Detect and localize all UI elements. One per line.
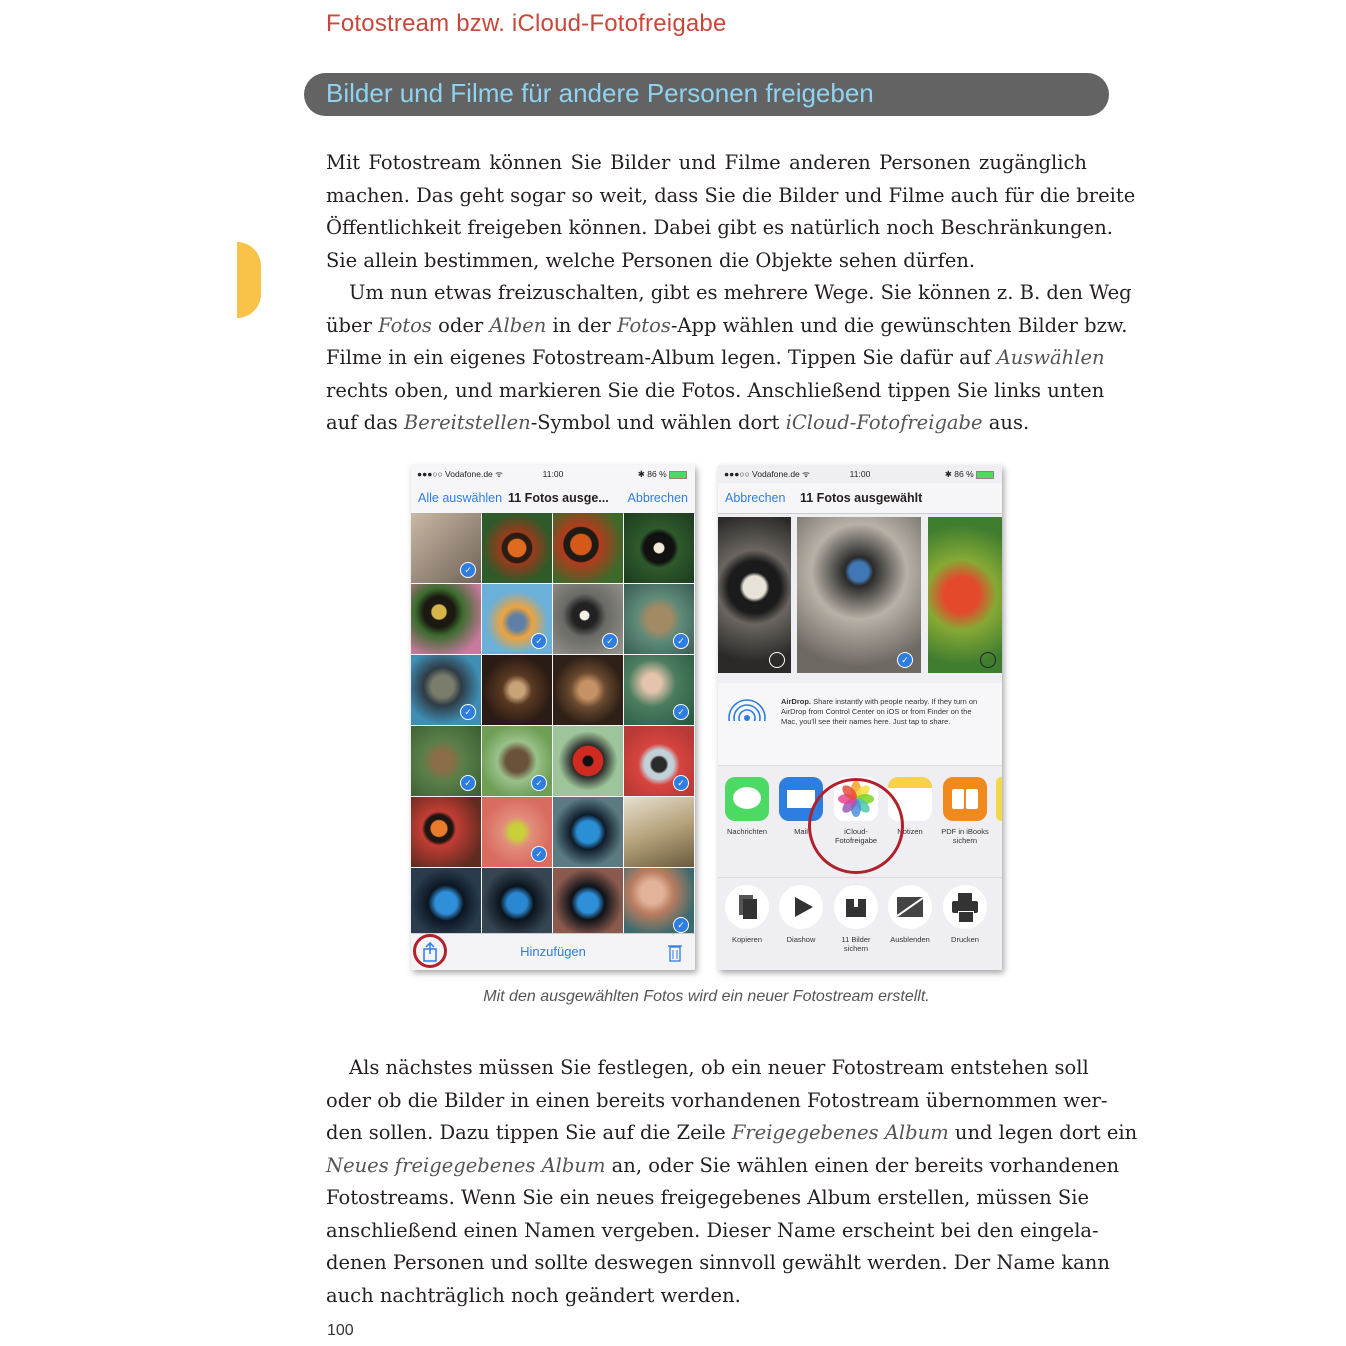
text-line: machen. Das geht sogar so weit, dass Sie die Bilder und Filme auch für die breite — [326, 183, 1136, 207]
text-line: den sollen. Dazu tippen Sie auf die Zeile Freigegebenes Album und legen dort ein — [326, 1121, 1138, 1144]
carrier-label: ●●●○○ Vodafone.de ᯤ — [724, 469, 810, 479]
battery-indicator: ✱ 86 % — [638, 469, 687, 480]
text-line: Neues freigegebenes Album an, oder Sie wählen einen der bereits vorhandenen — [326, 1153, 1120, 1177]
photo-thumbnail[interactable] — [624, 868, 694, 938]
text-line: anschließend einen Namen vergeben. Dieser Name erscheint bei den eingela- — [326, 1218, 1099, 1242]
battery-icon — [669, 471, 687, 479]
photo-thumbnail[interactable] — [482, 868, 552, 938]
unchecked-circle-icon — [769, 652, 785, 668]
nav-title: 11 Fotos ausge... — [508, 491, 609, 505]
photo-thumbnail[interactable] — [411, 797, 481, 867]
checkmark-icon: ✓ — [673, 917, 689, 933]
text-line: Sie allein bestimmen, welche Personen die Objekte sehen dürfen. — [326, 248, 976, 272]
text-line: oder ob die Bilder in einen bereits vorhandenen Fotostream übernommen wer- — [326, 1088, 1108, 1112]
checkmark-icon: ✓ — [460, 562, 476, 578]
action-slideshow[interactable]: Diashow — [775, 885, 827, 944]
photo-thumbnail[interactable] — [411, 868, 481, 938]
cancel-button[interactable]: Abbrechen — [627, 491, 688, 505]
checkmark-icon: ✓ — [531, 846, 547, 862]
figure-caption: Mit den ausgewählten Fotos wird ein neuer Fotostream erstellt. — [483, 988, 930, 1005]
text-line: auf das Bereitstellen-Symbol und wählen dort iCloud-Fotofreigabe aus. — [326, 411, 1030, 434]
photo-thumbnail[interactable] — [411, 513, 481, 583]
photo-thumbnail[interactable] — [553, 655, 623, 725]
photo-thumbnail[interactable] — [411, 726, 481, 796]
unchecked-circle-icon — [980, 652, 996, 668]
checkmark-icon: ✓ — [460, 775, 476, 791]
screenshot-photo-selection — [411, 465, 695, 970]
checkmark-icon: ✓ — [602, 633, 618, 649]
carrier-label: ●●●○○ Vodafone.de ᯤ — [417, 469, 503, 479]
text-line: Als nächstes müssen Sie festlegen, ob ein neuer Fotostream entstehen soll — [349, 1056, 1089, 1079]
photo-grid — [411, 513, 694, 938]
app-icloud-photo-sharing[interactable]: iCloud-Fotofreigabe — [830, 777, 882, 845]
text-line: auch nachträglich noch geändert werden. — [326, 1283, 741, 1307]
nav-bar — [411, 483, 695, 514]
photo-thumbnail[interactable] — [411, 584, 481, 654]
photo-thumbnail[interactable] — [553, 513, 623, 583]
highlight-circle — [413, 934, 447, 968]
cancel-button[interactable]: Abbrechen — [725, 491, 786, 505]
action-save-images[interactable]: 11 Bilder sichern — [830, 885, 882, 953]
text-line: denen Personen und sollte deswegen sinnvoll gewählt werden. Der Name kann — [326, 1251, 1110, 1274]
app-mail[interactable]: Mail — [775, 777, 827, 836]
select-all-button[interactable]: Alle auswählen — [418, 491, 503, 505]
checkmark-icon: ✓ — [897, 652, 913, 668]
photo-thumbnail[interactable] — [553, 584, 623, 654]
paragraph-2 — [326, 277, 1132, 440]
text-line: Öffentlichkeit freigeben können. Dabei gibt es natürlich noch Beschränkungen. — [326, 216, 1113, 239]
screenshot-share-sheet — [718, 465, 1002, 970]
text-line: Fotostreams. Wenn Sie ein neues freigegebenes Album erstellen, müssen Sie — [326, 1186, 1090, 1209]
app-ibooks-pdf[interactable]: PDF in iBooks sichern — [939, 777, 991, 845]
checkmark-icon: ✓ — [673, 704, 689, 720]
checkmark-icon: ✓ — [531, 775, 547, 791]
hide-icon — [888, 885, 932, 929]
photo-thumbnail[interactable] — [624, 655, 694, 725]
photo-thumbnail[interactable] — [482, 797, 552, 867]
photo-thumbnail[interactable] — [482, 584, 552, 654]
ibooks-icon — [943, 777, 987, 821]
photo-thumbnail[interactable] — [928, 517, 1002, 673]
photo-thumbnail[interactable] — [624, 513, 694, 583]
photo-thumbnail[interactable] — [624, 584, 694, 654]
messages-icon — [725, 777, 769, 821]
airdrop-icon — [726, 697, 768, 739]
checkmark-icon: ✓ — [673, 633, 689, 649]
photo-thumbnail[interactable] — [624, 797, 694, 867]
print-icon — [943, 885, 987, 929]
photo-thumbnail[interactable] — [553, 868, 623, 938]
paragraph-1 — [326, 147, 1136, 277]
checkmark-icon: ✓ — [673, 775, 689, 791]
action-hide[interactable]: Ausblenden — [884, 885, 936, 944]
action-copy[interactable]: Kopieren — [721, 885, 773, 944]
save-image-icon — [834, 885, 878, 929]
status-bar — [718, 465, 1002, 483]
photo-thumbnail[interactable] — [482, 655, 552, 725]
text-line: Mit Fotostream können Sie Bilder und Filme anderen Personen zugänglich — [326, 151, 1087, 174]
photo-thumbnail[interactable] — [624, 726, 694, 796]
page-number: 100 — [327, 1322, 354, 1339]
photo-thumbnail[interactable] — [718, 517, 791, 673]
photo-thumbnail[interactable] — [553, 797, 623, 867]
photo-thumbnail[interactable] — [482, 513, 552, 583]
section-heading: Bilder und Filme für andere Personen freigeben — [326, 78, 874, 108]
photo-thumbnail[interactable] — [482, 726, 552, 796]
clock: 11:00 — [542, 469, 564, 479]
battery-indicator: ✱ 86 % — [945, 469, 994, 480]
action-print[interactable]: Drucken — [939, 885, 991, 944]
bottom-toolbar — [411, 933, 695, 970]
highlight-circle — [808, 778, 904, 874]
add-button[interactable]: Hinzufügen — [520, 944, 586, 959]
photo-thumbnail[interactable] — [797, 517, 921, 673]
text-line: Filme in ein eigenes Fotostream-Album legen. Tippen Sie dafür auf Auswählen — [326, 346, 1105, 369]
text-line: über Fotos oder Alben in der Fotos-App wählen und die gewünschten Bilder bzw. — [326, 313, 1128, 337]
share-actions-row — [718, 885, 1002, 965]
nav-title: 11 Fotos ausgewählt — [800, 491, 923, 505]
nav-bar — [718, 483, 1002, 514]
text-line: Um nun etwas freizuschalten, gibt es mehrere Wege. Sie können z. B. den Weg — [349, 281, 1132, 304]
selected-photos-strip — [718, 517, 1002, 673]
app-notes[interactable]: Notizen — [884, 777, 936, 836]
section-heading-bar — [304, 73, 1109, 116]
text-line: rechts oben, und markieren Sie die Fotos. Anschließend tippen Sie links unten — [326, 378, 1105, 402]
airdrop-description: AirDrop. Share instantly with people nearby. If they turn on AirDrop from Control Center on iOS or from Finder on the Mac, you'll see their names here. Just tap to share. — [781, 697, 978, 726]
battery-icon — [976, 471, 994, 479]
airdrop-panel[interactable] — [718, 683, 1002, 766]
clock: 11:00 — [849, 469, 871, 479]
copy-icon — [725, 885, 769, 929]
play-icon — [779, 885, 823, 929]
trash-icon[interactable] — [667, 942, 683, 962]
running-header: Fotostream bzw. iCloud-Fotofreigabe — [326, 10, 727, 37]
checkmark-icon: ✓ — [531, 633, 547, 649]
paragraph-3 — [326, 1052, 1138, 1312]
photo-thumbnail[interactable] — [411, 655, 481, 725]
checkmark-icon: ✓ — [460, 704, 476, 720]
more-apps-peek — [996, 777, 1002, 821]
chapter-tab-marker — [237, 242, 261, 318]
app-messages[interactable]: Nachrichten — [721, 777, 773, 836]
status-bar — [411, 465, 695, 483]
photo-thumbnail[interactable] — [553, 726, 623, 796]
